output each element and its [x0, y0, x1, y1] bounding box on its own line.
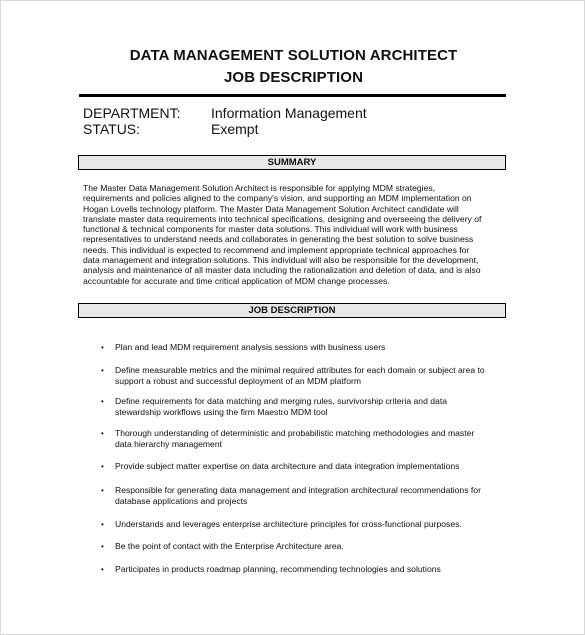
summary-line: analysis and maintenance of all master data including the rationalization and deletion of data, and is also — [83, 265, 481, 276]
bullet-icon: • — [101, 520, 104, 529]
summary-line: functional & technical components for master data solutions. This individual will work with business — [83, 224, 458, 235]
document-title: DATA MANAGEMENT SOLUTION ARCHITECT — [129, 47, 458, 64]
summary-line: Hogan Lovells technology platform. The Master Data Management Solution Architect candidate will — [83, 203, 459, 214]
list-item-text: Thorough understanding of deterministic and probabilistic matching methodologies and master — [115, 428, 475, 438]
bullet-icon: • — [101, 542, 104, 551]
summary-line: needs. This individual is expected to recommend and implement appropriate technical approaches for — [83, 244, 470, 255]
job-description-heading: JOB DESCRIPTION — [78, 303, 506, 318]
list-item-text: Define measurable metrics and the minimal required attributes for each domain or subject area to — [115, 365, 485, 375]
list-item-text: Participates in products roadmap planning, recommending technologies and solutions — [115, 564, 441, 574]
list-item-text: Understands and leverages enterprise architecture principles for cross-functional purposes. — [115, 519, 462, 529]
bullet-icon: • — [101, 343, 104, 352]
summary-line: translate master data requirements into technical specifications, designing and overseeing the delivery of — [83, 213, 482, 224]
status-label: STATUS: — [83, 121, 141, 137]
duties-list — [99, 342, 509, 575]
list-item — [99, 564, 509, 575]
list-item-text: Responsible for generating data management and integration architectural recommendations for — [115, 485, 481, 495]
summary-line: The Master Data Management Solution Architect is responsible for applying MDM strategies, — [83, 183, 436, 193]
list-item-text: stewardship workflows using the firm Maestro MDM tool — [115, 407, 328, 417]
summary-line: requirements and policies aligned to the company's vision, and supporting an MDM implementation on — [83, 193, 472, 204]
list-item — [99, 461, 509, 472]
bullet-icon: • — [101, 397, 104, 406]
list-item — [99, 541, 509, 552]
bullet-icon: • — [101, 565, 104, 574]
list-item-text: Be the point of contact with the Enterprise Architecture area. — [115, 541, 344, 551]
list-item — [99, 365, 509, 387]
summary-line: data management and integration solutions. This individual will also be responsible for the development, — [83, 255, 479, 266]
department-label: DEPARTMENT: — [83, 105, 181, 121]
list-item — [99, 396, 509, 418]
status-value: Exempt — [211, 121, 259, 137]
list-item-text: Provide subject matter expertise on data architecture and data integration implementations — [115, 461, 460, 471]
document-subtitle: JOB DESCRIPTION — [223, 69, 364, 86]
summary-heading: SUMMARY — [78, 155, 506, 170]
header-divider — [79, 94, 506, 97]
summary-line: representatives to understand needs and collaborates in generating the best solution to solve business — [83, 234, 474, 245]
list-item — [99, 485, 509, 507]
bullet-icon: • — [101, 366, 104, 375]
bullet-icon: • — [101, 486, 104, 495]
list-item-text: data hierarchy management — [115, 439, 223, 449]
list-item-text: Plan and lead MDM requirement analysis sessions with business users — [115, 342, 386, 352]
list-item — [99, 342, 509, 353]
bullet-icon: • — [101, 462, 104, 471]
department-value: Information Management — [211, 105, 367, 121]
list-item — [99, 428, 509, 450]
list-item-text: database applications and projects — [115, 496, 248, 506]
summary-paragraph — [83, 183, 501, 286]
list-item-text: support a robust and successful deployment of an MDM platform — [115, 376, 361, 386]
list-item-text: Define requirements for data matching and merging rules, survivorship criteria and data — [115, 396, 447, 406]
summary-line: accountable for accurate and time critical application of MDM change processes. — [83, 275, 390, 286]
list-item — [99, 519, 509, 530]
bullet-icon: • — [101, 429, 104, 438]
